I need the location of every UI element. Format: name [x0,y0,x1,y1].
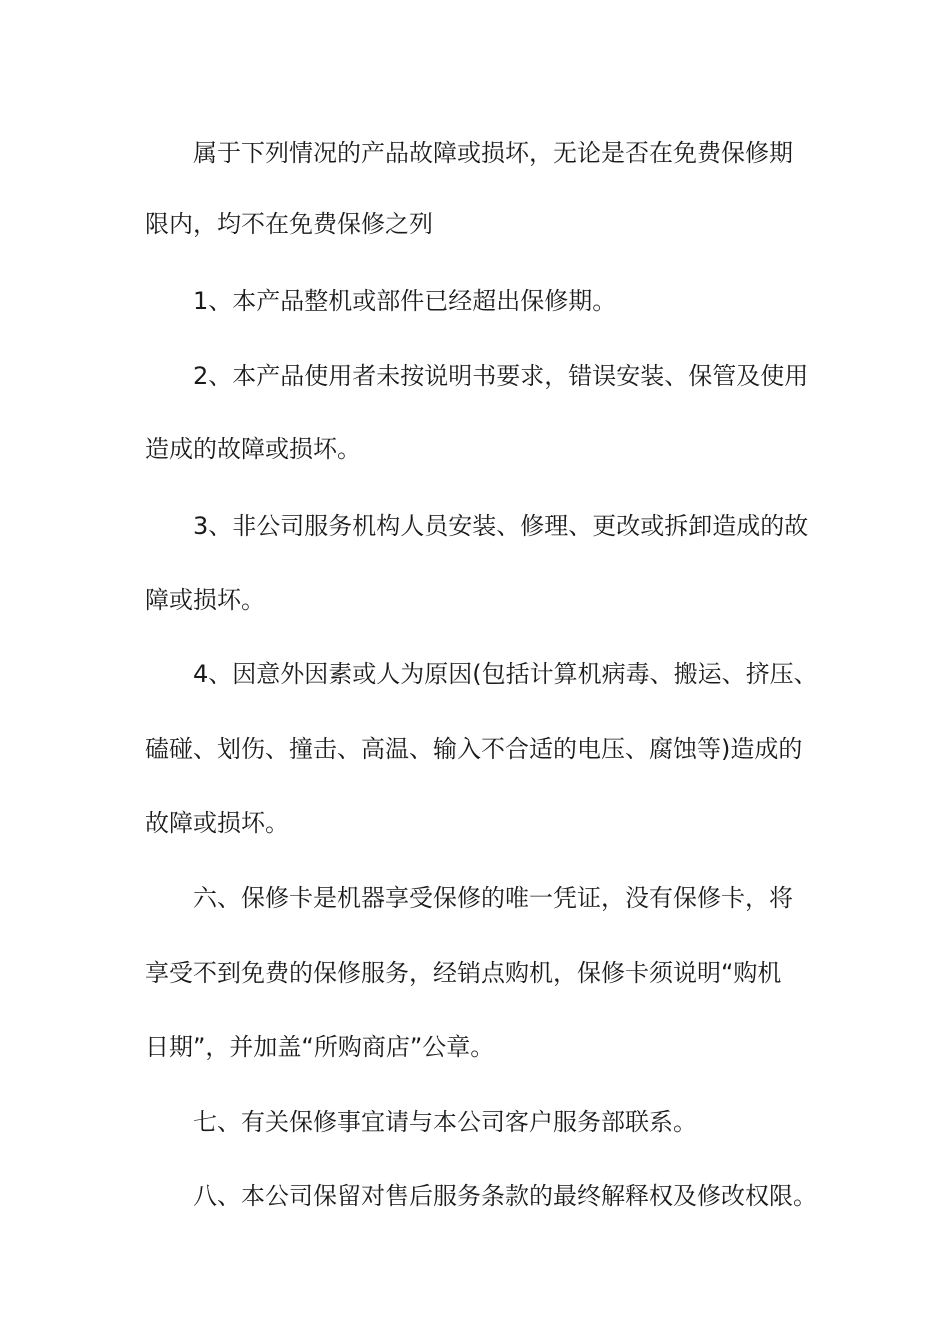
item-4-line-2: 磕碰、划伤、撞击、高温、输入不合适的电压、腐蚀等)造成的 [145,735,803,763]
item-4-line-3: 故障或损坏。 [145,809,289,837]
paragraph-exclusions-intro-line-1: 属于下列情况的产品故障或损坏，无论是否在免费保修期 [193,139,793,167]
item-4-line-1: 4、因意外因素或人为原因(包括计算机病毒、搬运、挤压、 [193,660,818,688]
item-3-line-2: 障或损坏。 [145,586,265,614]
section-6-line-3: 日期”，并加盖“所购商店”公章。 [145,1033,495,1061]
item-2-line-1: 2、本产品使用者未按说明书要求，错误安装、保管及使用 [193,362,809,390]
item-3-line-1: 3、非公司服务机构人员安装、修理、更改或拆卸造成的故 [193,512,809,540]
paragraph-exclusions-intro-line-2: 限内，均不在免费保修之列 [145,210,433,238]
section-8-line-1: 八、本公司保留对售后服务条款的最终解释权及修改权限。 [193,1182,817,1210]
section-7-line-1: 七、有关保修事宜请与本公司客户服务部联系。 [193,1108,697,1136]
item-1-line-1: 1、本产品整机或部件已经超出保修期。 [193,287,617,315]
section-6-line-2: 享受不到免费的保修服务，经销点购机，保修卡须说明“购机 [145,959,782,987]
item-2-line-2: 造成的故障或损坏。 [145,435,361,463]
section-6-line-1: 六、保修卡是机器享受保修的唯一凭证，没有保修卡，将 [193,884,793,912]
